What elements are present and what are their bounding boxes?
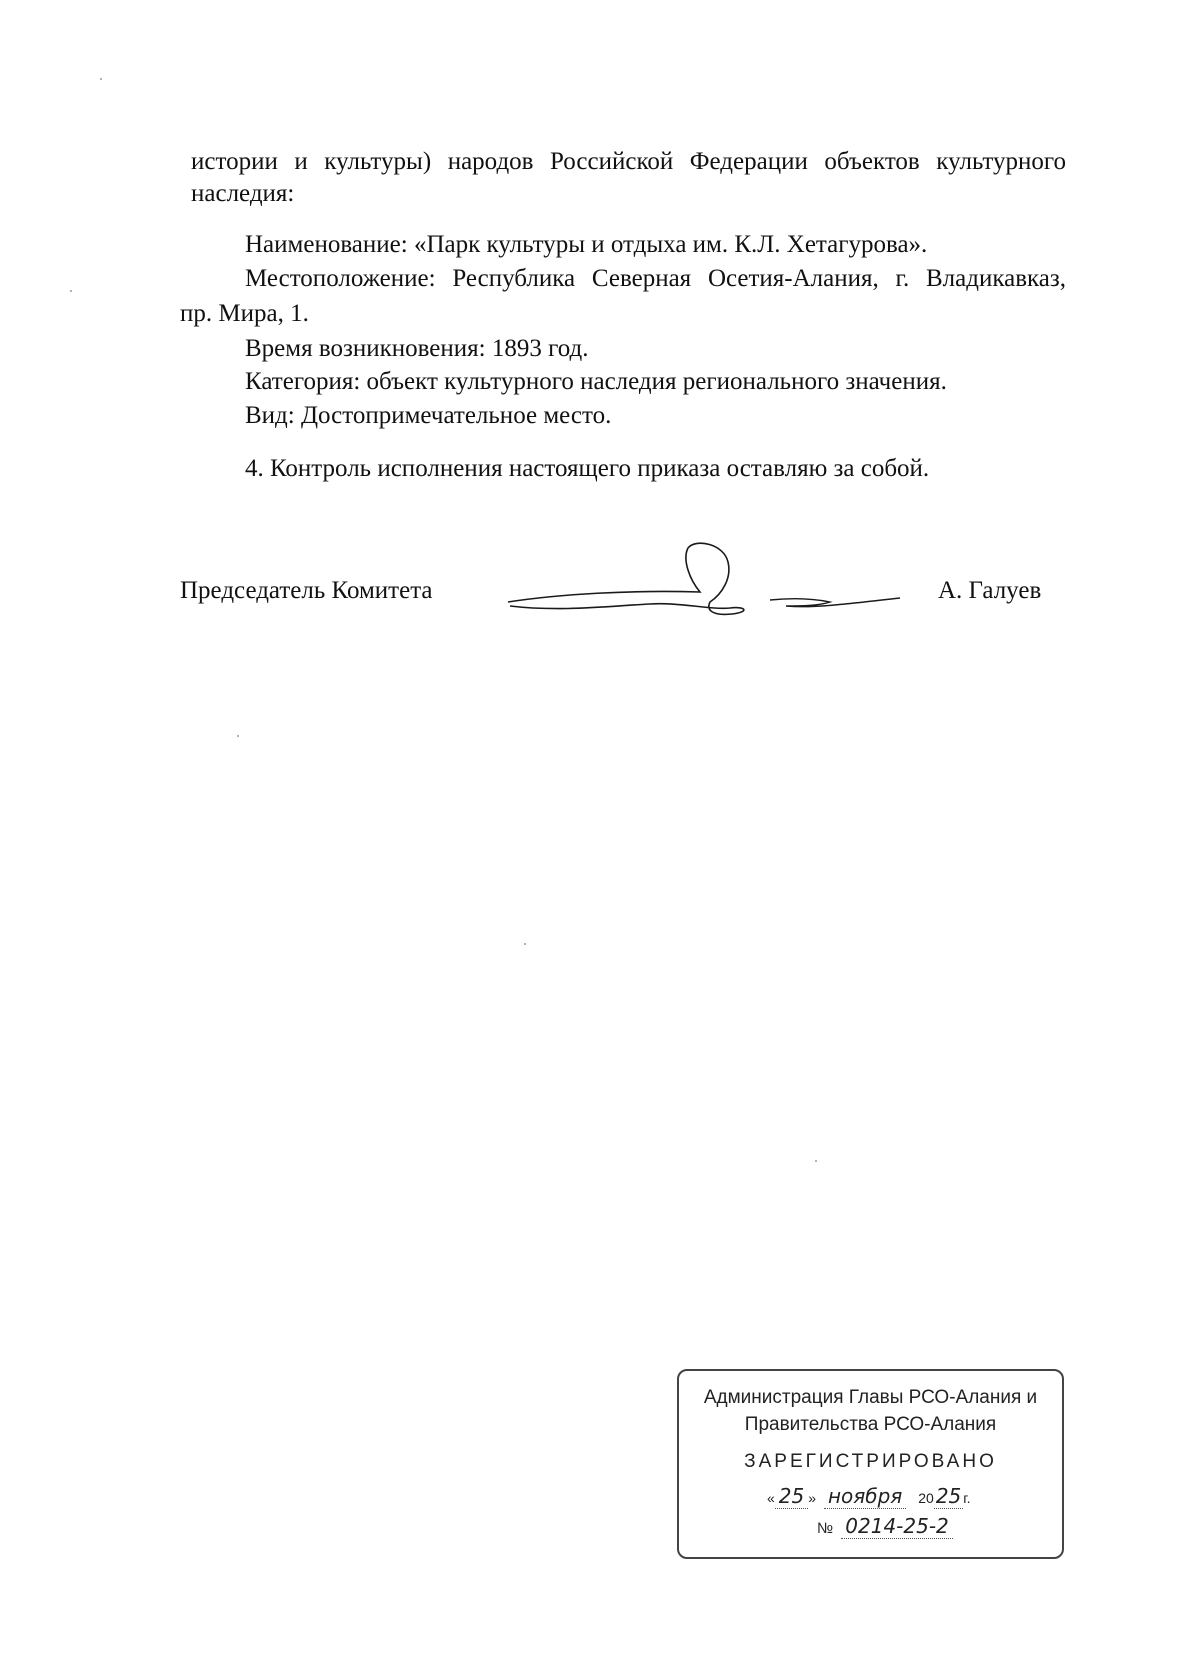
- stamp-registered: ЗАРЕГИСТРИРОВАНО: [744, 1451, 997, 1472]
- stamp-number: 0214-25-2: [841, 1514, 953, 1539]
- object-time: Время возникновения: 1893 год.: [245, 335, 589, 362]
- object-location-line-2: пр. Мира, 1.: [180, 300, 309, 327]
- stamp-org-line-1: Администрация Главы РСО-Алания и: [703, 1387, 1038, 1408]
- stamp-year-prefix: 20: [918, 1490, 934, 1506]
- object-kind: Вид: Достопримечательное место.: [245, 402, 612, 429]
- object-location-line-1: Местоположение: Республика Северная Осетия-Алания, г. Владикавказ,: [245, 265, 1066, 292]
- registration-stamp: [677, 1369, 1064, 1559]
- object-name: Наименование: «Парк культуры и отдыха им. К.Л. Хетагурова».: [245, 231, 928, 258]
- stamp-day: 25: [775, 1484, 808, 1509]
- control-clause: 4. Контроль исполнения настоящего приказа оставляю за собой.: [245, 455, 930, 482]
- stamp-year-suffix: 25: [935, 1484, 962, 1508]
- stamp-org-line-2: Правительства РСО-Алания: [744, 1414, 997, 1435]
- signatory-position: Председатель Комитета: [180, 577, 433, 604]
- stamp-number-row: [817, 1514, 953, 1538]
- stamp-number-label: №: [817, 1520, 834, 1537]
- stamp-date: « 25 » ноября 20 25 г.: [767, 1484, 971, 1508]
- body-line-2: наследия:: [191, 180, 295, 207]
- object-category: Категория: объект культурного наследия регионального значения.: [245, 368, 947, 395]
- stamp-year-unit: г.: [963, 1490, 971, 1506]
- handwritten-signature: [500, 540, 900, 640]
- signatory-name: А. Галуев: [938, 577, 1042, 604]
- stamp-month: ноября: [824, 1484, 906, 1509]
- body-line-1: истории и культуры) народов Российской Федерации объектов культурного: [191, 148, 1066, 175]
